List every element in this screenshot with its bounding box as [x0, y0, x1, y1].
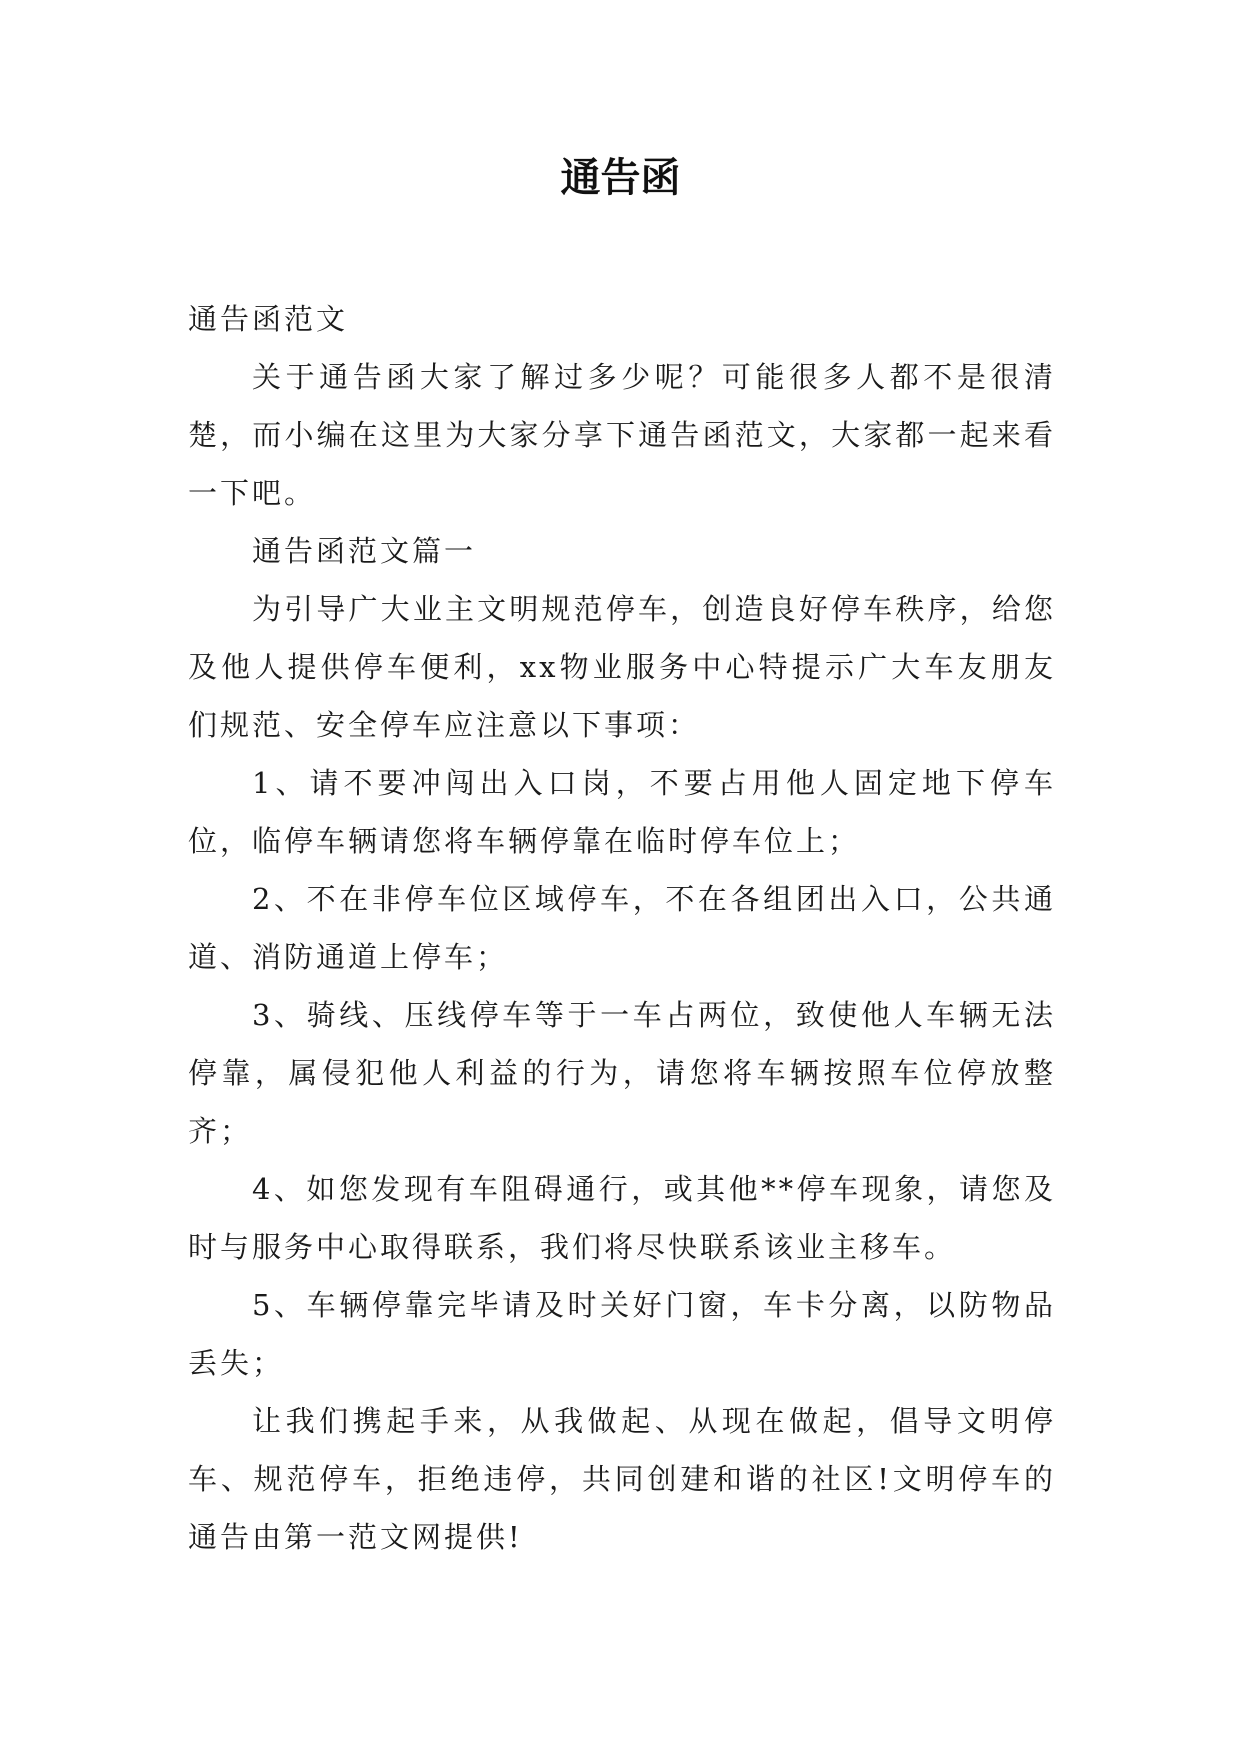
body-paragraph: 为引导广大业主文明规范停车，创造良好停车秩序，给您及他人提供停车便利，xx物业服务中心特提示广大车友朋友们规范、安全停车应注意以下事项： — [188, 592, 1056, 742]
document-title: 通告函 — [560, 154, 681, 201]
closing-paragraph: 让我们携起手来，从我做起、从现在做起，倡导文明停车、规范停车，拒绝违停，共同创建和谐的社区!文明停车的通告由第一范文网提供! — [188, 1404, 1056, 1554]
document-body — [188, 290, 1056, 1566]
list-item-5: 5、车辆停靠完毕请及时关好门窗，车卡分离，以防物品丢失； — [188, 1288, 1056, 1380]
list-item-2: 2、不在非停车位区域停车，不在各组团出入口，公共通道、消防通道上停车； — [188, 882, 1056, 974]
list-item-3: 3、骑线、压线停车等于一车占两位，致使他人车辆无法停靠，属侵犯他人利益的行为，请您将车辆按照车位停放整齐； — [188, 998, 1056, 1148]
section-heading: 通告函范文篇一 — [252, 534, 477, 568]
list-item-4: 4、如您发现有车阻碍通行，或其他**停车现象，请您及时与服务中心取得联系，我们将尽快联系该业主移车。 — [188, 1172, 1056, 1264]
list-item-1: 1、请不要冲闯出入口岗，不要占用他人固定地下停车位，临停车辆请您将车辆停靠在临时停车位上； — [188, 766, 1056, 858]
document-subtitle: 通告函范文 — [188, 302, 349, 336]
intro-paragraph: 关于通告函大家了解过多少呢？可能很多人都不是很清楚，而小编在这里为大家分享下通告函范文，大家都一起来看一下吧。 — [188, 360, 1056, 510]
